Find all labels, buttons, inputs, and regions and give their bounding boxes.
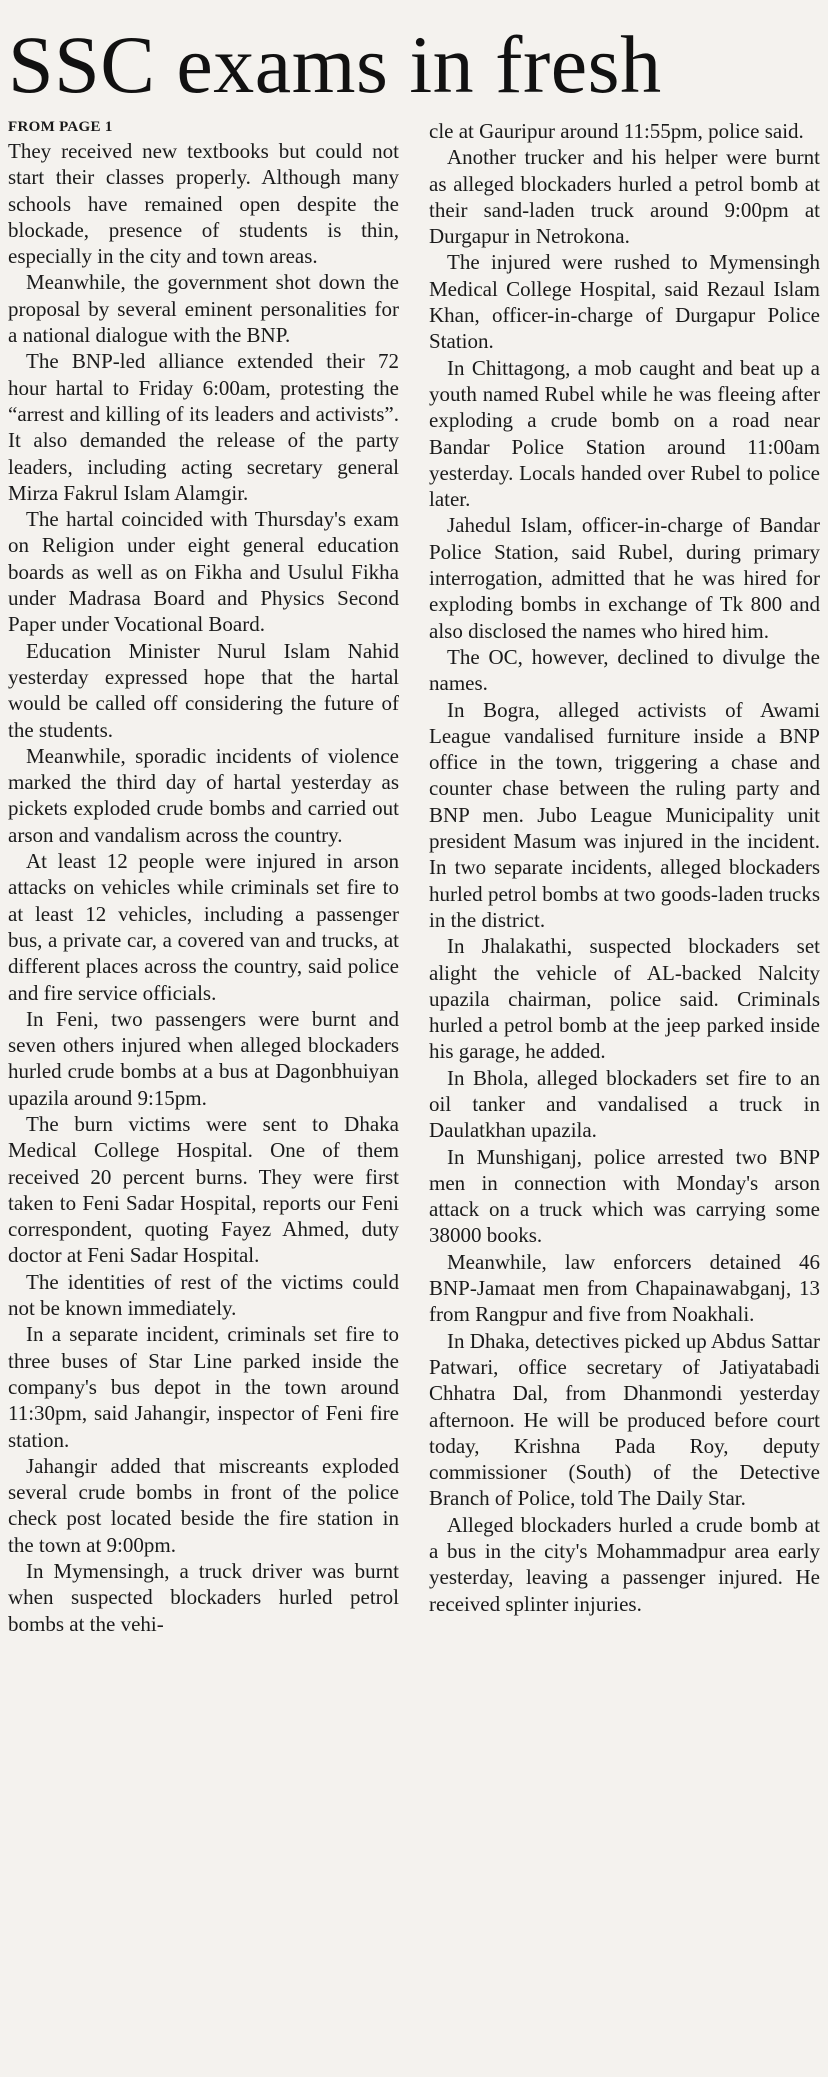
article-paragraph: Meanwhile, sporadic incidents of violence marked the third day of hartal yesterday as pickets exploded crude bombs and carried out arson and vandalism across the country.: [8, 743, 399, 847]
article-paragraph: The identities of rest of the victims could not be known immediately.: [8, 1269, 399, 1321]
article-paragraph: Education Minister Nurul Islam Nahid yesterday expressed hope that the hartal would be called off considering the future of the students.: [8, 638, 399, 742]
article-paragraph: The injured were rushed to Mymensingh Medical College Hospital, said Rezaul Islam Khan, officer-in-charge of Durgapur Police Station.: [429, 250, 820, 354]
article-paragraph: In Dhaka, detectives picked up Abdus Sattar Patwari, office secretary of Jatiyatabadi Chhatra Dal, from Dhanmondi yesterday afternoon. He will be produced before court today, Krishna Pada Roy, deputy commissioner (South) of the Detective Branch of Police, told The Daily Star.: [429, 1328, 820, 1511]
article-paragraph: Jahedul Islam, officer-in-charge of Bandar Police Station, said Rubel, during primary interrogation, admitted that he was hired for exploding bombs in exchange of Tk 800 and also disclosed the names who hired him.: [429, 513, 820, 643]
article-paragraph: At least 12 people were injured in arson attacks on vehicles while criminals set fire to at least 12 vehicles, including a passenger bus, a private car, a covered van and trucks, at different places across the country, said police and fire service officials.: [8, 849, 399, 1005]
article-paragraph: In a separate incident, criminals set fire to three buses of Star Line parked inside the company's bus depot in the town around 11:30pm, said Jahangir, inspector of Feni fire station.: [8, 1322, 399, 1452]
article-paragraph: In Bogra, alleged activists of Awami League vandalised furniture inside a BNP office in the town, triggering a chase and counter chase between the ruling party and BNP men. Jubo League Municipality unit president Masum was injured in the incident. In two separate incidents, alleged blockaders hurled petrol bombs at two goods-laden trucks in the district.: [429, 697, 820, 932]
article-paragraph: Another trucker and his helper were burnt as alleged blockaders hurled a petrol bomb at their sand-laden truck around 9:00pm at Durgapur in Netrokona.: [429, 145, 820, 249]
headline: SSC exams in fresh: [8, 19, 662, 110]
article-paragraph: cle at Gauripur around 11:55pm, police said.: [429, 119, 804, 143]
article-paragraph: The OC, however, declined to divulge the names.: [429, 644, 820, 696]
article-paragraph: In Feni, two passengers were burnt and seven others injured when alleged blockaders hurled crude bombs at a bus at Dagonbhuiyan upazila around 9:15pm.: [8, 1006, 399, 1110]
article-paragraph: The BNP-led alliance extended their 72 hour hartal to Friday 6:00am, protesting the “arrest and killing of its leaders and activists”. It also demanded the release of the party leaders, including acting secretary general Mirza Fakrul Islam Alamgir.: [8, 349, 399, 505]
article-paragraph: In Chittagong, a mob caught and beat up a youth named Rubel while he was fleeing after exploding a crude bomb on a road near Bandar Police Station around 11:00am yesterday. Locals handed over Rubel to police later.: [429, 355, 820, 512]
article-paragraph: In Bhola, alleged blockaders set fire to an oil tanker and vandalised a truck in Daulatkhan upazila.: [429, 1065, 820, 1143]
article-paragraph: Meanwhile, the government shot down the proposal by several eminent personalities for a national dialogue with the BNP.: [8, 270, 399, 348]
article-paragraph: In Jhalakathi, suspected blockaders set alight the vehicle of AL-backed Nalcity upazila chairman, police said. Criminals hurled a petrol bomb at the jeep parked inside his garage, he added.: [429, 934, 820, 1064]
article-paragraph: Alleged blockaders hurled a crude bomb at a bus in the city's Mohammadpur area early yesterday, leaving a passenger injured. He received splinter injuries.: [429, 1512, 820, 1616]
article-paragraph: Jahangir added that miscreants exploded several crude bombs in front of the police check post located beside the fire station in the town at 9:00pm.: [8, 1453, 399, 1557]
article-paragraph: The burn victims were sent to Dhaka Medical College Hospital. One of them received 20 percent burns. They were first taken to Feni Sadar Hospital, reports our Feni correspondent, quoting Fayez Ahmed, duty doctor at Feni Sadar Hospital.: [8, 1111, 399, 1268]
newspaper-page: [8, 0, 820, 2077]
left-column: [8, 118, 399, 1637]
article-body: [8, 118, 820, 1637]
article-paragraph: In Mymensingh, a truck driver was burnt when suspected blockaders hurled petrol bombs at the vehi-: [8, 1559, 399, 1636]
continued-from-label: FROM PAGE 1: [8, 119, 113, 135]
article-paragraph: In Munshiganj, police arrested two BNP men in connection with Monday's arson attack on a truck which was carrying some 38000 books.: [429, 1144, 820, 1248]
article-paragraph: They received new textbooks but could not start their classes properly. Although many schools have remained open despite the blockade, presence of students is thin, especially in the city and town areas.: [8, 139, 399, 269]
article-paragraph: The hartal coincided with Thursday's exam on Religion under eight general education boards as well as on Fikha and Usulul Fikha under Madrasa Board and Physics Second Paper under Vocational Board.: [8, 507, 399, 637]
article-paragraph: Meanwhile, law enforcers detained 46 BNP-Jamaat men from Chapainawabganj, 13 from Rangpur and five from Noakhali.: [429, 1249, 820, 1327]
right-column: [429, 118, 820, 1637]
